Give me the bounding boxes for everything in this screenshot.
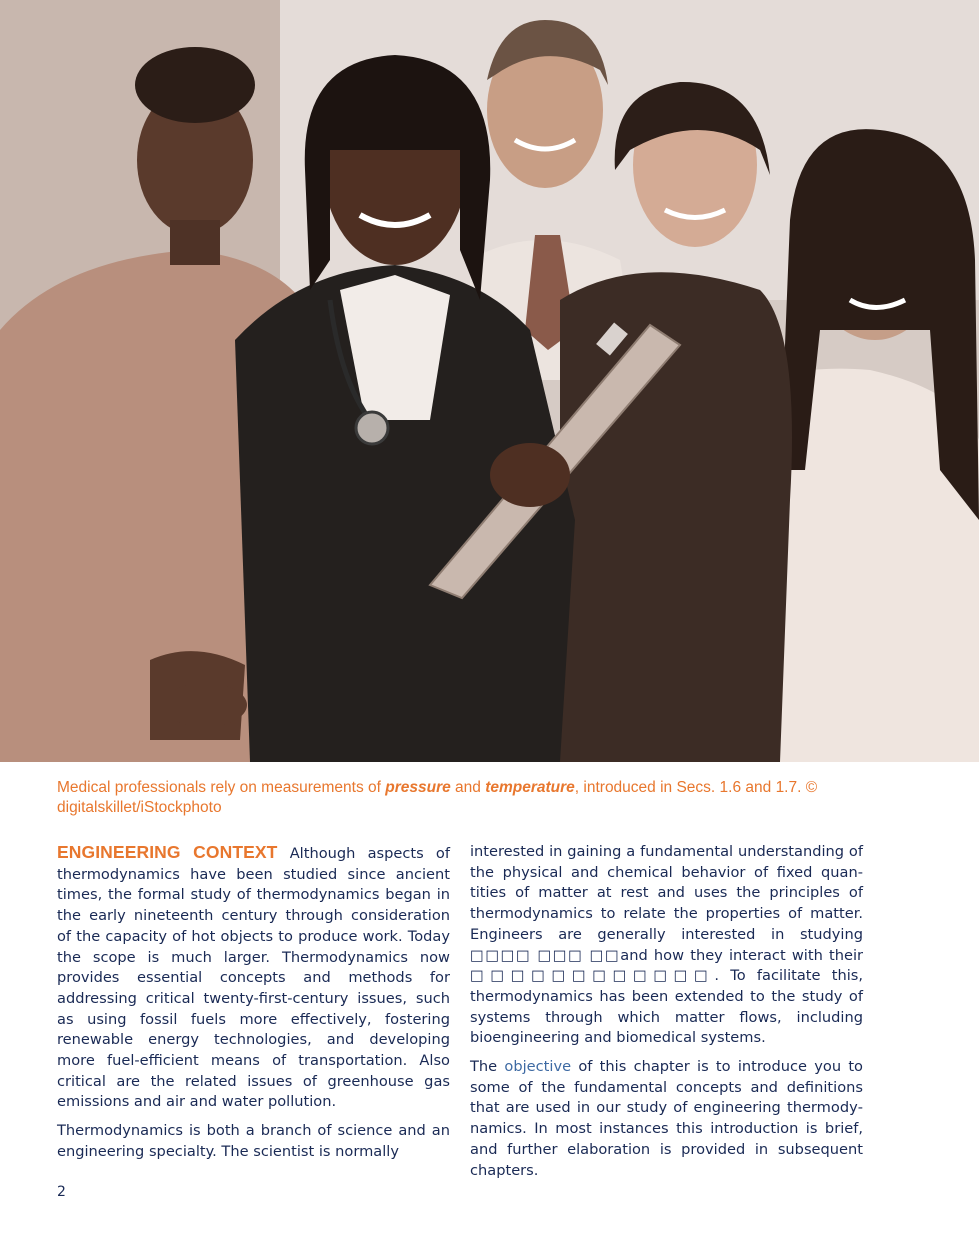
right-paragraph-2 [470, 1057, 863, 1181]
caption-text-3: , introduced in Secs. 1.6 and 1.7. © digitalskillet/iStockphoto [57, 779, 818, 816]
caption-term-pressure: pressure [385, 779, 451, 796]
right-column [470, 842, 863, 1189]
right-paragraph-2-post: of this chapter is to introduce you to some of the fundamental concepts and definitions that are used in our study of engineering thermodynamics. In most instances this introduction is brief, and further elaboration is provided in subsequent chapters. [470, 1058, 863, 1179]
left-column [57, 842, 450, 1171]
right-paragraph-2-pre: The [470, 1058, 505, 1076]
right-paragraph-1: interested in gaining a fundamental understanding of the physical and chemical behavior of fixed quantities of matter at rest and uses the principles of thermodynamics to relate the properties of matter. Engineers are generally interested in studying □□□□ □□□ □□and how they interact with their □□□□□□□□□□□□. To facilitate this, thermodynamics has been extended to the study of systems through which matter flows, including bioengineering and biomedical systems. [470, 843, 863, 1047]
caption-text-2: and [450, 779, 486, 796]
caption-term-temperature: temperature [485, 779, 575, 796]
page-number: 2 [57, 1184, 66, 1200]
section-heading: ENGINEERING CONTEXT [57, 842, 278, 862]
left-paragraph-2: Thermodynamics is both a branch of science and an engineering specialty. The scientist is normally [57, 1122, 450, 1160]
caption-text-1: Medical professionals rely on measurements of [57, 779, 386, 796]
objective-keyword: objective [504, 1058, 572, 1076]
left-paragraph-1-text: Although aspects of thermodynamics have been studied since ancient times, the formal study of thermodynamics began in the early nineteenth century through consideration of the capacity of hot objects to produce work. Today the scope is much larger. Thermodynamics now provides essential concepts and methods for addressing critical twenty-first-century issues, such as using fossil fuels more effectively, fostering renewable energy technologies, and developing more fuel-efficient means of transportation. Also critical are the related issues of greenhouse gas emissions and air and water pollution. [57, 845, 451, 1111]
left-paragraph-1 [57, 842, 450, 1113]
photo-caption [57, 778, 857, 818]
